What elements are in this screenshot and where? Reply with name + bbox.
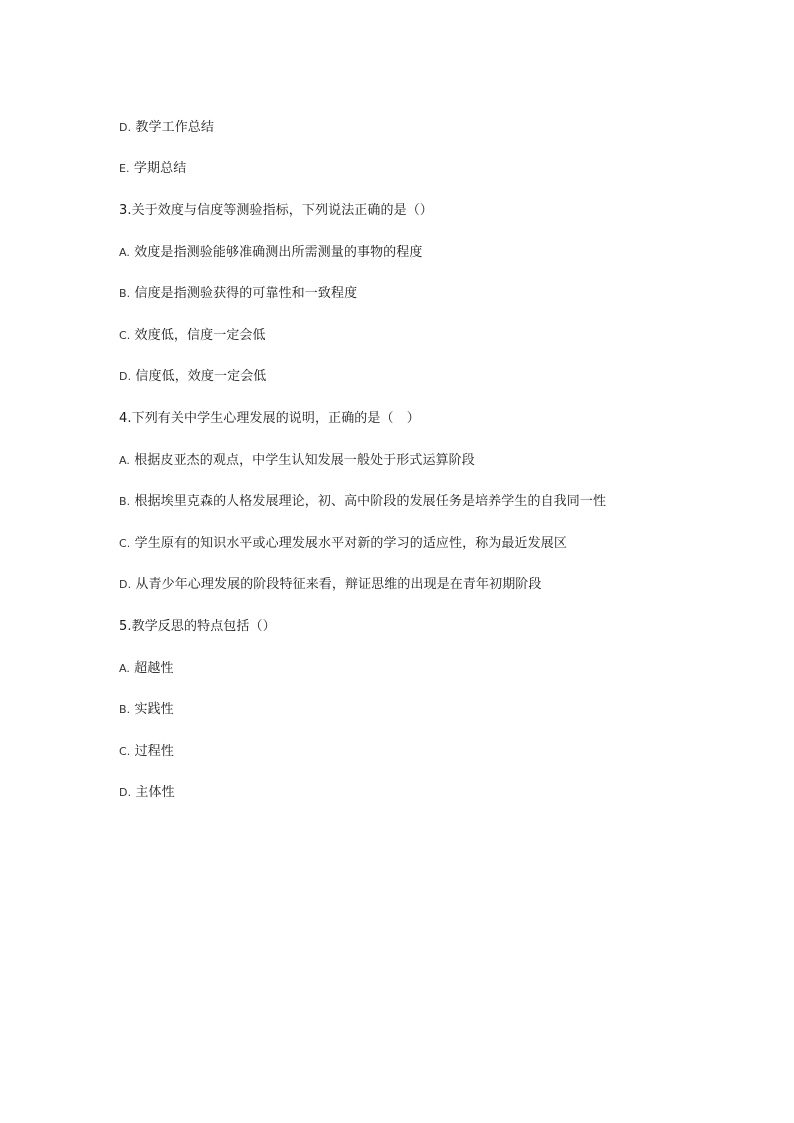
- option-letter: E.: [119, 162, 130, 175]
- option-letter: D.: [119, 578, 132, 591]
- option-letter: A.: [119, 454, 131, 467]
- option-letter: C.: [119, 329, 131, 342]
- question-5-stem: 5.教学反思的特点包括（）: [119, 619, 276, 634]
- option-text: 根据皮亚杰的观点，中学生认知发展一般处于形式运算阶段: [134, 453, 475, 468]
- option-text: 学期总结: [133, 161, 187, 176]
- option-text: 信度低，效度一定会低: [135, 369, 267, 384]
- option-q5-d: [119, 785, 175, 801]
- option-letter: B.: [119, 703, 131, 716]
- option-q4-d: [119, 577, 542, 593]
- option-text: 实践性: [134, 702, 174, 717]
- option-q5-b: [119, 702, 174, 718]
- option-text: 过程性: [134, 744, 174, 759]
- option-text: 从青少年心理发展的阶段特征来看，辩证思维的出现是在青年初期阶段: [135, 577, 542, 592]
- option-letter: A.: [119, 246, 131, 259]
- option-text: 效度低，信度一定会低: [134, 328, 266, 343]
- option-letter: D.: [119, 786, 132, 799]
- option-text: 效度是指测验能够准确测出所需测量的事物的程度: [134, 245, 423, 260]
- option-text: 教学工作总结: [135, 120, 215, 135]
- option-q2-e: [119, 161, 186, 177]
- option-letter: B.: [119, 287, 131, 300]
- option-text: 根据埃里克森的人格发展理论，初、高中阶段的发展任务是培养学生的自我同一性: [134, 494, 607, 509]
- option-q2-d: [119, 120, 214, 136]
- option-q3-d: [119, 369, 266, 385]
- option-q5-a: [119, 661, 174, 677]
- option-letter: B.: [119, 495, 131, 508]
- option-q5-c: [119, 744, 174, 760]
- option-letter: A.: [119, 662, 131, 675]
- option-q3-c: [119, 328, 266, 344]
- question-3-stem: 3.关于效度与信度等测验指标，下列说法正确的是（）: [119, 203, 433, 218]
- option-q4-c: [119, 536, 567, 552]
- option-q3-b: [119, 286, 357, 302]
- option-letter: C.: [119, 745, 131, 758]
- option-q3-a: [119, 245, 422, 261]
- option-text: 主体性: [135, 785, 175, 800]
- option-letter: C.: [119, 537, 131, 550]
- option-q4-b: [119, 494, 606, 510]
- question-4-stem: 4.下列有关中学生心理发展的说明，正确的是（ ）: [119, 411, 420, 426]
- option-text: 信度是指测验获得的可靠性和一致程度: [134, 286, 358, 301]
- option-text: 超越性: [134, 661, 174, 676]
- option-letter: D.: [119, 121, 132, 134]
- option-letter: D.: [119, 370, 132, 383]
- option-text: 学生原有的知识水平或心理发展水平对新的学习的适应性，称为最近发展区: [134, 536, 567, 551]
- option-q4-a: [119, 453, 475, 469]
